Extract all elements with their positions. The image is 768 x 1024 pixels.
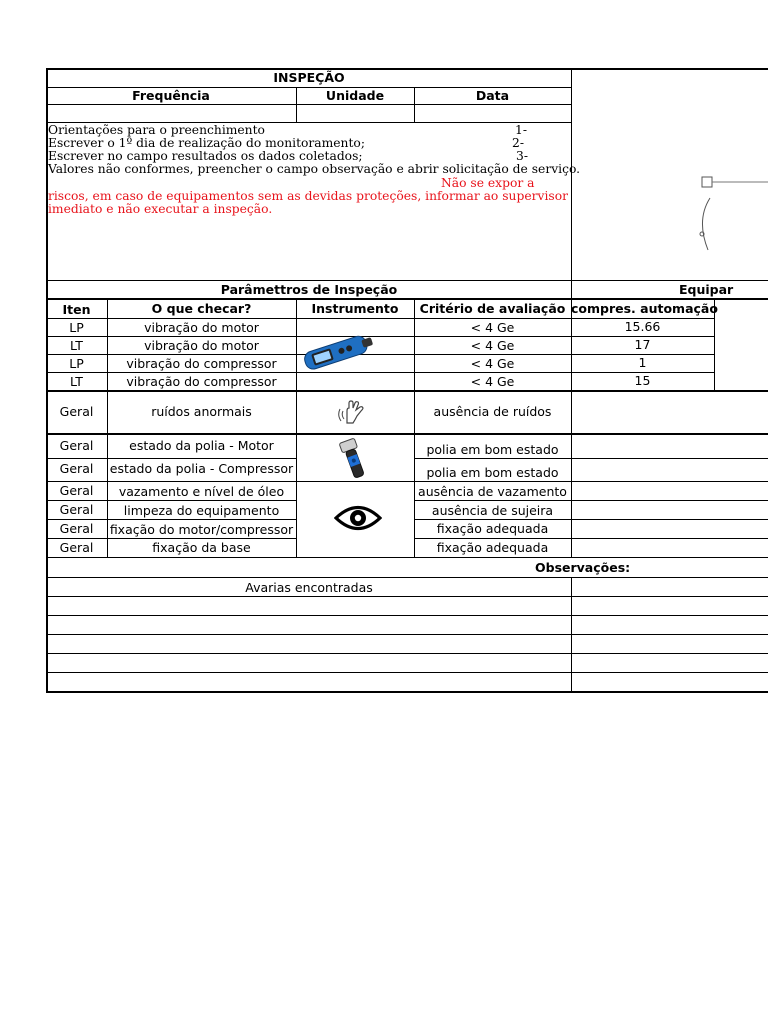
grid-line [46, 615, 768, 616]
col-header-equipment: compres. automação [571, 301, 718, 316]
eye-icon [334, 501, 382, 535]
grid-line [46, 519, 296, 520]
row-value: 17 [634, 337, 651, 352]
row-criteria: ausência de ruídos [433, 404, 552, 419]
row-item: Geral [59, 461, 94, 476]
row-item: LP [69, 320, 84, 335]
border-bottom [46, 691, 768, 693]
row-check: fixação da base [152, 540, 251, 555]
row-item: Geral [59, 404, 94, 419]
instruction-line-2: Escrever o 1º dia de realização do monitoramento; [48, 136, 365, 150]
grid-line [46, 557, 768, 558]
col-header-instrument: Instrumento [311, 301, 399, 316]
grid-line [414, 500, 768, 501]
row-item: Geral [59, 521, 94, 536]
row-item: Geral [59, 438, 94, 453]
grid-line [46, 298, 768, 300]
unit-label: Unidade [325, 88, 385, 103]
row-check: vibração do motor [144, 338, 259, 353]
row-check: fixação do motor/compressor [109, 522, 294, 537]
inspection-title: INSPEÇÃO [273, 70, 345, 85]
grid-line [414, 458, 768, 459]
row-criteria: fixação adequada [436, 521, 549, 536]
row-check: vazamento e nível de óleo [118, 484, 285, 499]
row-check: vibração do compressor [126, 356, 277, 371]
row-criteria: < 4 Ge [470, 356, 515, 371]
warning-line-1: Não se expor a [441, 176, 535, 190]
warning-line-3: imediato e não executar a inspeção. [48, 202, 273, 216]
row-check: vibração do compressor [126, 374, 277, 389]
grid-line [46, 634, 768, 635]
row-item: Geral [59, 502, 94, 517]
damages-label: Avarias encontradas [245, 580, 373, 595]
date-label: Data [475, 88, 510, 103]
row-item: Geral [59, 540, 94, 555]
row-item: Geral [59, 483, 94, 498]
col-header-item: Iten [62, 302, 91, 317]
row-criteria: < 4 Ge [470, 338, 515, 353]
frequency-label: Frequência [132, 88, 210, 103]
ear-hand-icon [338, 397, 368, 427]
instruction-line-3: Escrever no campo resultados os dados coletados; [48, 149, 363, 163]
row-value: 15 [634, 373, 651, 388]
row-check: estado da polia - Compressor [109, 461, 294, 476]
grid-line [46, 481, 768, 482]
row-criteria: fixação adequada [436, 540, 549, 555]
row-criteria: ausência de vazamento [418, 484, 567, 499]
grid-line [414, 298, 415, 558]
grid-line [46, 390, 768, 392]
observations-label: Observações: [535, 560, 631, 575]
grid-line [296, 298, 297, 558]
grid-line [414, 538, 768, 539]
grid-line [46, 458, 296, 459]
row-check: ruídos anormais [151, 404, 252, 419]
equipment-drawing [696, 170, 768, 260]
equipment-title: Equipar [679, 282, 734, 297]
row-criteria: polia em bom estado [426, 442, 559, 457]
warning-line-2: riscos, em caso de equipamentos sem as devidas proteções, informar ao supervisor [48, 189, 568, 203]
flashlight-icon [337, 437, 373, 479]
row-check: estado da polia - Motor [129, 438, 274, 453]
instruction-num-3: 3- [516, 149, 528, 163]
row-item: LT [70, 374, 83, 389]
row-value: 1 [638, 355, 647, 370]
col-header-criteria: Critério de avaliação [419, 301, 566, 316]
grid-line [46, 653, 768, 654]
row-item: LT [70, 338, 83, 353]
row-item: LP [69, 356, 84, 371]
grid-line [571, 68, 572, 299]
instruction-line-4: Valores não conformes, preencher o campo observação e abrir solicitação de serviço. [48, 162, 581, 176]
grid-line [46, 577, 768, 578]
instruction-line-1: Orientações para o preenchimento [48, 123, 265, 137]
grid-line [46, 433, 768, 435]
col-header-check: O que checar? [151, 301, 252, 316]
grid-line [46, 672, 768, 673]
row-criteria: polia em bom estado [426, 465, 559, 480]
grid-line [46, 280, 768, 281]
grid-line [107, 298, 108, 558]
row-criteria: < 4 Ge [470, 320, 515, 335]
grid-line [46, 538, 296, 539]
grid-line [46, 104, 572, 105]
params-title: Parâmettros de Inspeção [220, 282, 398, 297]
row-check: limpeza do equipamento [123, 503, 280, 518]
instruction-num-1: 1- [515, 123, 527, 137]
instruction-num-2: 2- [512, 136, 524, 150]
grid-line [46, 596, 768, 597]
grid-line [414, 519, 768, 520]
row-criteria: ausência de sujeira [431, 503, 554, 518]
row-criteria: < 4 Ge [470, 374, 515, 389]
row-check: vibração do motor [144, 320, 259, 335]
grid-line [46, 500, 296, 501]
row-value: 15.66 [624, 319, 661, 334]
vibration-meter-icon [298, 331, 378, 375]
